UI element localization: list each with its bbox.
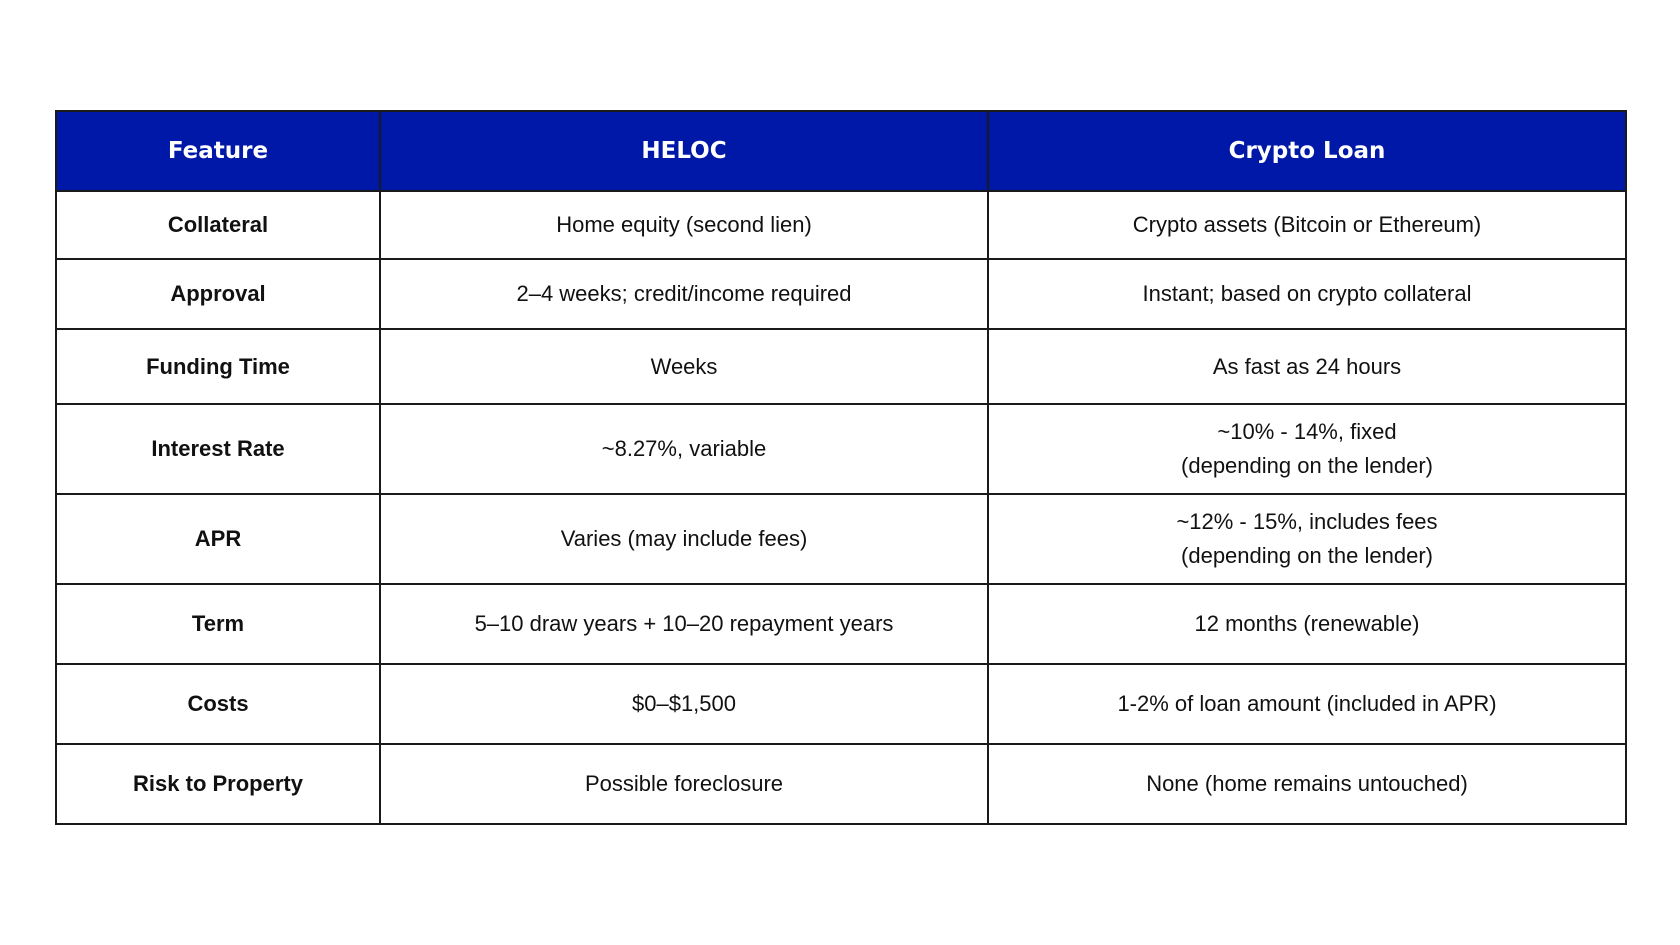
crypto-cell	[988, 191, 1626, 259]
crypto-cell	[988, 404, 1626, 494]
cell-line: Varies (may include fees)	[560, 526, 808, 551]
feature-cell: Risk to Property	[56, 744, 380, 824]
crypto-cell	[988, 744, 1626, 824]
cell-line: ~8.27%, variable	[601, 436, 767, 461]
header-crypto-loan: Crypto Loan	[988, 111, 1626, 191]
cell-line: Home equity (second lien)	[556, 212, 812, 237]
feature-cell: Term	[56, 584, 380, 664]
cell-line: (depending on the lender)	[1181, 453, 1433, 478]
table-body	[56, 191, 1626, 824]
heloc-cell	[380, 744, 988, 824]
comparison-table-container	[55, 110, 1625, 825]
feature-cell: Approval	[56, 259, 380, 329]
heloc-cell	[380, 584, 988, 664]
heloc-cell	[380, 329, 988, 404]
cell-line: Instant; based on crypto collateral	[1142, 281, 1472, 306]
crypto-cell	[988, 494, 1626, 584]
table-row-funding-time	[56, 329, 1626, 404]
cell-line: Possible foreclosure	[584, 771, 784, 796]
header-heloc: HELOC	[380, 111, 988, 191]
cell-line: 2–4 weeks; credit/income required	[516, 281, 852, 306]
cell-line: 1-2% of loan amount (included in APR)	[1117, 691, 1497, 716]
cell-line: None (home remains untouched)	[1146, 771, 1468, 796]
feature-cell: APR	[56, 494, 380, 584]
heloc-cell	[380, 494, 988, 584]
crypto-cell	[988, 329, 1626, 404]
heloc-cell	[380, 259, 988, 329]
table-row-collateral	[56, 191, 1626, 259]
table-row-risk-to-property	[56, 744, 1626, 824]
header-row	[56, 111, 1626, 191]
feature-cell: Funding Time	[56, 329, 380, 404]
heloc-vs-crypto-loan-table	[55, 110, 1627, 825]
crypto-cell	[988, 584, 1626, 664]
cell-line: ~12% - 15%, includes fees	[1176, 509, 1438, 534]
table-row-term	[56, 584, 1626, 664]
feature-cell: Costs	[56, 664, 380, 744]
cell-line: 5–10 draw years + 10–20 repayment years	[474, 611, 894, 636]
feature-cell: Collateral	[56, 191, 380, 259]
crypto-cell	[988, 664, 1626, 744]
table-header	[56, 111, 1626, 191]
feature-cell: Interest Rate	[56, 404, 380, 494]
heloc-cell	[380, 664, 988, 744]
table-row-apr	[56, 494, 1626, 584]
table-row-costs	[56, 664, 1626, 744]
cell-line: Crypto assets (Bitcoin or Ethereum)	[1132, 212, 1482, 237]
cell-line: As fast as 24 hours	[1212, 353, 1402, 379]
cell-line: ~10% - 14%, fixed	[1217, 419, 1397, 444]
heloc-cell	[380, 191, 988, 259]
cell-line: $0–$1,500	[632, 691, 736, 716]
crypto-cell	[988, 259, 1626, 329]
heloc-cell	[380, 404, 988, 494]
header-feature: Feature	[56, 111, 380, 191]
table-row-approval	[56, 259, 1626, 329]
cell-line: Weeks	[650, 353, 718, 379]
cell-line: 12 months (renewable)	[1194, 611, 1420, 636]
cell-line: (depending on the lender)	[1181, 543, 1433, 568]
table-row-interest-rate	[56, 404, 1626, 494]
